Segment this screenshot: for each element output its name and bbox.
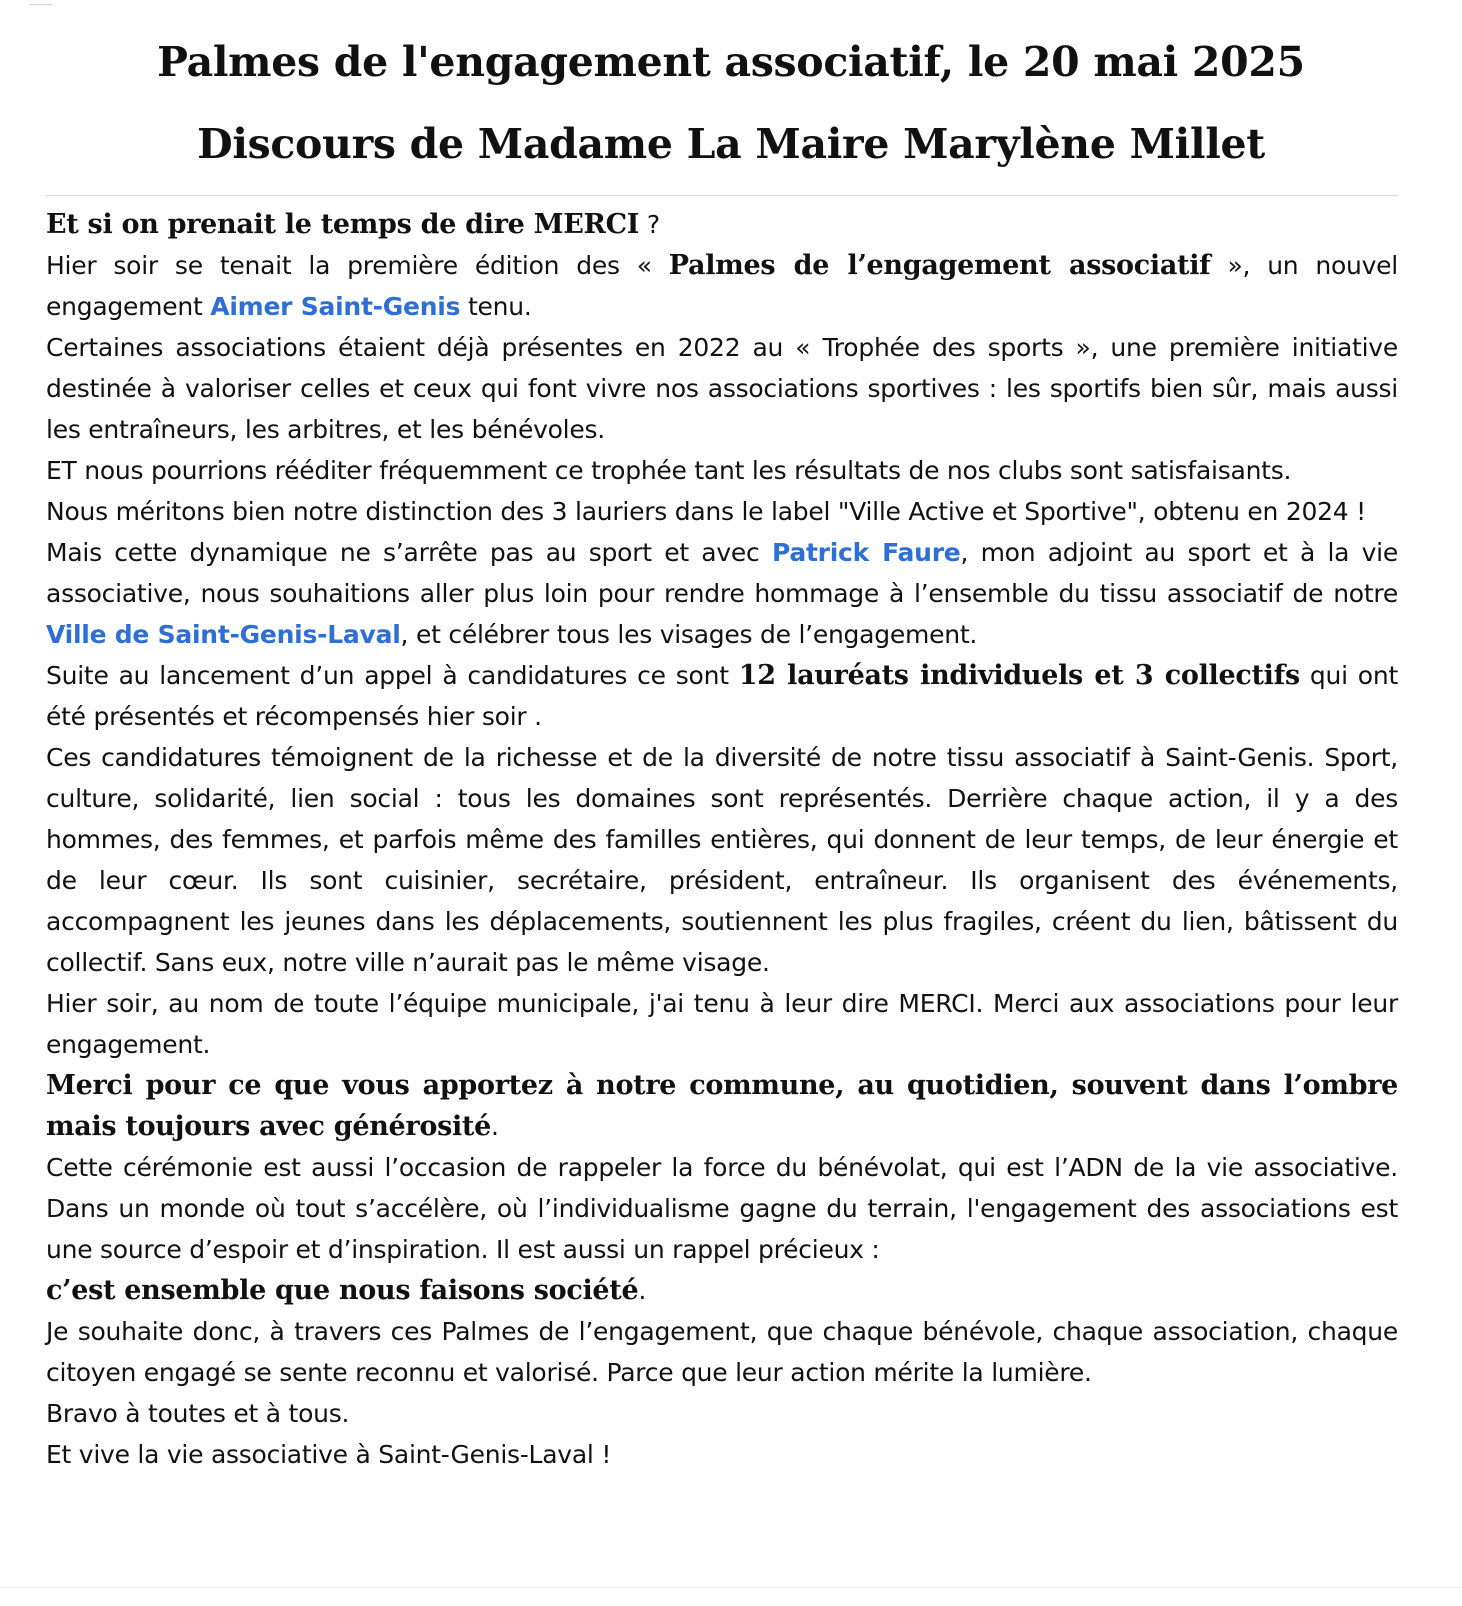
p1-text-a: Hier soir se tenait la première édition des « bbox=[46, 251, 669, 280]
paragraph-13: Bravo à toutes et à tous. bbox=[46, 1399, 350, 1428]
link-patrick-faure[interactable]: Patrick Faure bbox=[771, 538, 961, 567]
link-ville-saint-genis-laval[interactable]: Ville de Saint-Genis-Laval bbox=[46, 620, 401, 649]
paragraph-2: Certaines associations étaient déjà présentes en 2022 au « Trophée des sports », une première initiative destinée à valoriser celles et ceux qui font vivre nos associations sportives : les sportifs bien sûr, mais aussi les entraîneurs, les arbitres, et les bénévoles. bbox=[46, 333, 1398, 444]
page-subtitle: Discours de Madame La Maire Marylène Millet bbox=[197, 120, 1265, 168]
paragraph-14: Et vive la vie associative à Saint-Genis-Laval ! bbox=[46, 1440, 612, 1469]
p5-text-b: , mon adjoint au sport et à la vie associative, nous souhaitions aller plus loin pour rendre hommage à l’ensemble du tissu associatif de notre bbox=[46, 538, 1398, 608]
p11-emphasis: c’est ensemble que nous faisons société bbox=[46, 1275, 639, 1306]
p6-text-a: Suite au lancement d’un appel à candidatures ce sont bbox=[46, 661, 739, 690]
speech-heading bbox=[46, 204, 1398, 245]
p9-punct: . bbox=[490, 1112, 499, 1141]
p11-punct: . bbox=[638, 1276, 647, 1305]
paragraph-4: Nous méritons bien notre distinction des 3 lauriers dans le label "Ville Active et Sportive", obtenu en 2024 ! bbox=[46, 497, 1366, 526]
paragraph-6 bbox=[46, 655, 1398, 737]
page-bottom-edge bbox=[0, 1587, 1462, 1588]
p5-text-c: , et célébrer tous les visages de l’engagement. bbox=[400, 620, 978, 649]
heading-punct: ? bbox=[639, 210, 660, 239]
paragraph-10: Cette cérémonie est aussi l’occasion de rappeler la force du bénévolat, qui est l’ADN de la vie associative. Dans un monde où tout s’accélère, où l’individualisme gagne du terrain, l'engagement des associations est une source d’espoir et d’inspiration. Il est aussi un rappel précieux : bbox=[46, 1153, 1398, 1264]
p6-text-c: qui ont été présentés et récompensés hier soir . bbox=[46, 661, 1398, 731]
p1-text-d: tenu. bbox=[460, 292, 532, 321]
paragraph-8: Hier soir, au nom de toute l’équipe municipale, j'ai tenu à leur dire MERCI. Merci aux associations pour leur engagement. bbox=[46, 989, 1398, 1059]
paragraph-7: Ces candidatures témoignent de la richesse et de la diversité de notre tissu associatif à Saint-Genis. Sport, culture, solidarité, lien social : tous les domaines sont représentés. Derrière chaque action, il y a des hommes, des femmes, et parfois même des familles entières, qui donnent de leur temps, de leur énergie et de leur cœur. Ils sont cuisinier, secrétaire, président, entraîneur. Ils organisent des événements, accompagnent les jeunes dans les déplacements, soutiennent les plus fragiles, créent du lien, bâtissent du collectif. Sans eux, notre ville n’aurait pas le même visage. bbox=[46, 743, 1398, 977]
title-divider bbox=[46, 195, 1398, 196]
p5-text-a: Mais cette dynamique ne s’arrête pas au sport et avec bbox=[46, 538, 772, 567]
p1-text-c: », un nouvel engagement bbox=[46, 251, 1398, 321]
paragraph-3: ET nous pourrions rééditer fréquemment ce trophée tant les résultats de nos clubs sont satisfaisants. bbox=[46, 456, 1292, 485]
paragraph-9 bbox=[46, 1065, 1398, 1147]
heading-text: Et si on prenait le temps de dire MERCI bbox=[46, 209, 640, 240]
page-corner-mark bbox=[30, 0, 52, 5]
p9-emphasis: Merci pour ce que vous apportez à notre commune, au quotidien, souvent dans l’ombre mais toujours avec générosité bbox=[46, 1070, 1398, 1142]
paragraph-12: Je souhaite donc, à travers ces Palmes de l’engagement, que chaque bénévole, chaque association, chaque citoyen engagé se sente reconnu et valorisé. Parce que leur action mérite la lumière. bbox=[46, 1317, 1398, 1387]
paragraph-1 bbox=[46, 245, 1398, 327]
paragraph-5 bbox=[46, 532, 1398, 655]
page-title: Palmes de l'engagement associatif, le 20 mai 2025 bbox=[157, 38, 1305, 86]
speech-body bbox=[46, 204, 1398, 1475]
p6-emphasis: 12 lauréats individuels et 3 collectifs bbox=[738, 660, 1300, 691]
link-aimer-saint-genis[interactable]: Aimer Saint-Genis bbox=[210, 292, 461, 321]
p1-emphasis: Palmes de l’engagement associatif bbox=[668, 250, 1211, 281]
paragraph-11 bbox=[46, 1270, 1398, 1311]
